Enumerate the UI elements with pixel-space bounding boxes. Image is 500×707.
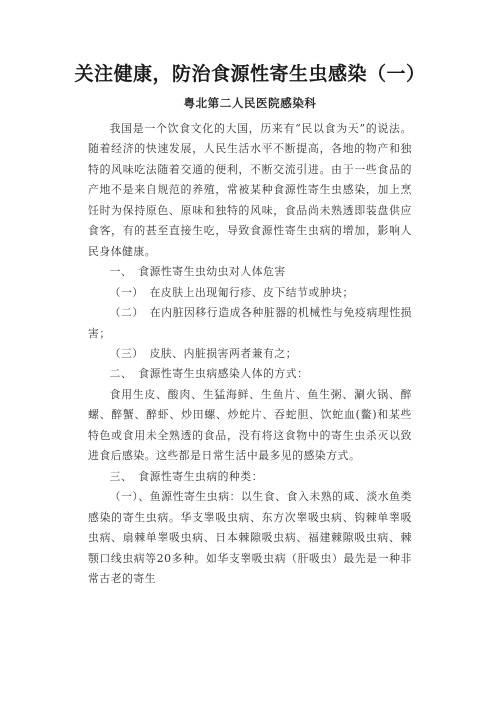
list-item-3: （三） 皮肤、内脏损害两者兼有之； — [109, 346, 298, 360]
intro-paragraph: 我国是一个饮食文化的大国，历来有“民以食为天”的说法。随着经济的快速发展，人民生活水平不断提高，各地的物产和独特的风味吃法随着交通的便利，不断交流引进。由于一些食品的产地不是来自规范的养殖，常被某种食源性寄生虫感染，加上烹饪时为保持原色、原味和独特的风味，食品尚未熟透即装盘供应食客，有的甚至直接生吃，导致食源性寄生虫病的增加，影响人民身体健康。 — [88, 122, 412, 258]
section-heading-1: 一、 食源性寄生虫幼虫对人体危害 — [109, 265, 286, 279]
list-item-2: （二） 在内脏因移行造成各种脏器的机械性与免疫病理性损害； — [88, 306, 412, 340]
body-paragraph: 食用生皮、酸肉、生猛海鲜、生鱼片、鱼生粥、涮火锅、醉螺、醉蟹、醉虾、炒田螺、炒蛇片、吞蛇胆、饮蛇血(鳖)和某些特色或食用未全熟透的食品，没有将这食物中的寄生虫杀灭以致进食后感染。这些都是日常生活中最多见的感染方式。 — [88, 387, 412, 463]
list-item-1: （一） 在皮肤上出现匍行疹、皮下结节或肿块； — [109, 285, 354, 299]
section-heading-3: 三、 食源性寄生虫病的种类： — [109, 469, 264, 483]
document-title: 关注健康，防治食源性寄生虫感染（一） — [74, 63, 426, 85]
document-author: 粤北第二人民医院感染科 — [183, 96, 317, 110]
section-heading-2: 二、 食源性寄生虫病感染人体的方式： — [109, 367, 309, 381]
document-body — [88, 119, 412, 589]
body-paragraph: （一）、鱼源性寄生虫病：以生食、食入未熟的咸、淡水鱼类感染的寄生虫病。华支睾吸虫病、东方次睾吸虫病、钩棘单睾吸虫病、扇棘单睾吸虫病、日本棘隙吸虫病、福建棘隙吸虫病、棘颚口线虫病等20多种。如华支睾吸虫病（肝吸虫）最先是一种非常古老的寄生 — [88, 490, 412, 585]
